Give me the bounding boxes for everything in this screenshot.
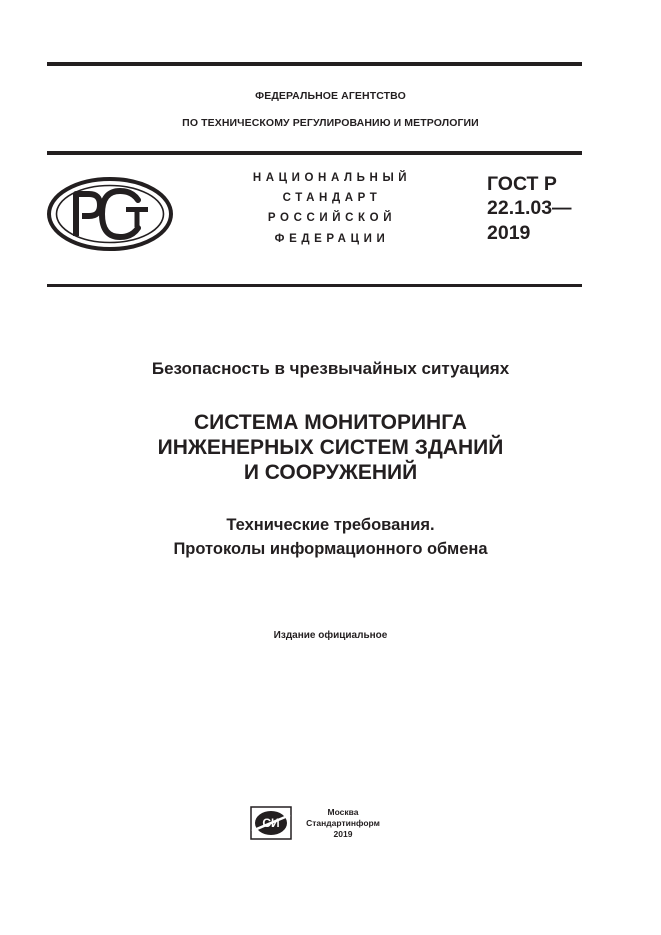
edition-label: Издание официальное xyxy=(273,630,388,641)
publisher-city: Москва xyxy=(327,807,359,817)
publisher-logo-text: СИ xyxy=(262,816,280,830)
document-subtitle-line-2: Протоколы информационного обмена xyxy=(173,540,488,558)
document-series: Безопасность в чрезвычайных ситуациях xyxy=(151,359,510,378)
header-rule xyxy=(47,151,582,155)
document-title-line-3: И СООРУЖЕНИЙ xyxy=(243,461,418,484)
standard-rule xyxy=(47,284,582,287)
publisher-name: Стандартинформ xyxy=(306,818,380,828)
document-title-line-1: СИСТЕМА МОНИТОРИНГА xyxy=(194,411,467,434)
publisher-year: 2019 xyxy=(333,829,353,839)
gost-designation-line-1: ГОСТ Р xyxy=(487,173,557,195)
document-subtitle-line-1: Технические требования. xyxy=(226,516,435,534)
top-rule xyxy=(47,62,582,66)
standartinform-logo-icon xyxy=(250,806,292,840)
gost-designation-line-2: 22.1.03— xyxy=(487,197,572,219)
agency-line-2: ПО ТЕХНИЧЕСКОМУ РЕГУЛИРОВАНИЮ И МЕТРОЛОГИИ xyxy=(182,117,479,129)
standard-line-4: ФЕДЕРАЦИИ xyxy=(274,233,390,245)
standard-line-2: СТАНДАРТ xyxy=(282,192,382,204)
rst-emblem-icon xyxy=(46,176,174,252)
standard-line-1: НАЦИОНАЛЬНЫЙ xyxy=(252,172,412,184)
standard-line-3: РОССИЙСКОЙ xyxy=(267,212,397,224)
document-title-line-2: ИНЖЕНЕРНЫХ СИСТЕМ ЗДАНИЙ xyxy=(157,436,504,459)
gost-designation-line-3: 2019 xyxy=(487,222,531,244)
agency-line-1: ФЕДЕРАЛЬНОЕ АГЕНТСТВО xyxy=(255,90,406,102)
